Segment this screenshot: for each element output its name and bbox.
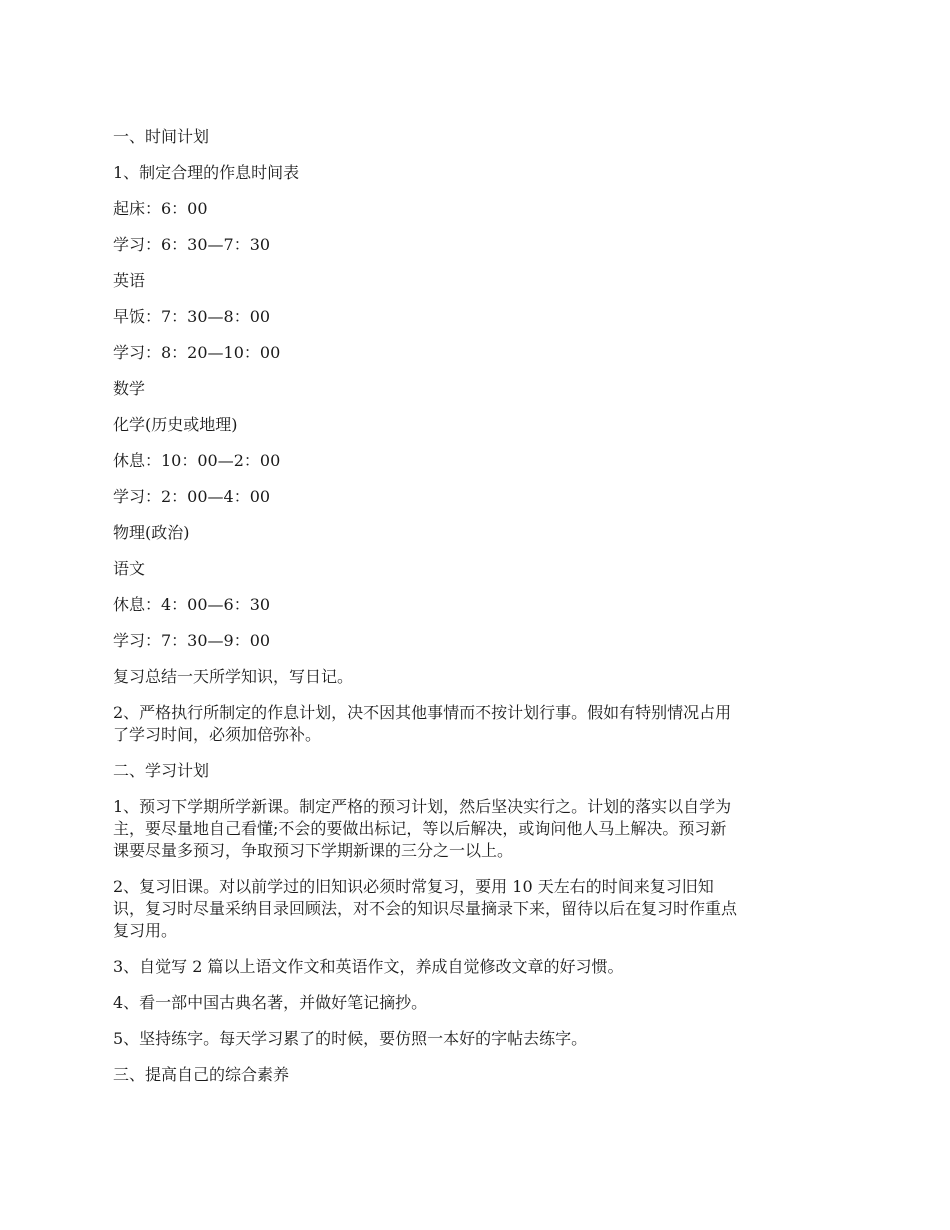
schedule-line-review: 复习总结一天所学知识，写日记。: [113, 667, 354, 686]
schedule-subject-physics: 物理(政治): [113, 523, 190, 542]
schedule-subject-english: 英语: [113, 271, 146, 290]
schedule-line-breakfast: 早饭：7：30—8：00: [113, 307, 271, 326]
section-heading-overall-quality: 三、提高自己的综合素养: [113, 1065, 290, 1084]
schedule-subject-chinese: 语文: [113, 559, 146, 578]
schedule-line-study-3: 学习：2：00—4：00: [113, 487, 271, 506]
schedule-line-wake: 起床：6：00: [113, 199, 208, 218]
schedule-subject-math: 数学: [113, 379, 146, 398]
paragraph-composition-writing: 3、自觉写 2 篇以上语文作文和英语作文，养成自觉修改文章的好习惯。: [113, 957, 624, 976]
document-body: [113, 126, 843, 1100]
paragraph-strict-execution: 2、严格执行所制定的作息计划，决不因其他事情而不按计划行事。假如有特别情况占用 了学习时间，必须加倍弥补。: [113, 703, 732, 744]
section-heading-study-plan: 二、学习计划: [113, 761, 210, 780]
schedule-line-study-2: 学习：8：20—10：00: [113, 343, 281, 362]
item-schedule-title: 1、制定合理的作息时间表: [113, 163, 300, 182]
paragraph-review-old-lessons: 2、复习旧课。对以前学过的旧知识必须时常复习，要用 10 天左右的时间来复习旧知 识，复习时尽量采纳目录回顾法，对不会的知识尽量摘录下来，留待以后在复习时作重点 复习用。: [113, 877, 738, 940]
schedule-line-rest-1: 休息：10：00—2：00: [113, 451, 281, 470]
schedule-line-rest-2: 休息：4：00—6：30: [113, 595, 271, 614]
schedule-line-study-1: 学习：6：30—7：30: [113, 235, 271, 254]
paragraph-calligraphy-practice: 5、坚持练字。每天学习累了的时候，要仿照一本好的字帖去练字。: [113, 1029, 588, 1048]
paragraph-classic-reading: 4、看一部中国古典名著，并做好笔记摘抄。: [113, 993, 428, 1012]
schedule-line-study-4: 学习：7：30—9：00: [113, 631, 271, 650]
section-heading-time-plan: 一、时间计划: [113, 127, 210, 146]
paragraph-preview-new-lessons: 1、预习下学期所学新课。制定严格的预习计划，然后坚决实行之。计划的落实以自学为 主，要尽量地自己看懂;不会的要做出标记，等以后解决，或询问他人马上解决。预习新 课要尽量多预习，争取预习下学期新课的三分之一以上。: [113, 797, 732, 860]
schedule-subject-chemistry: 化学(历史或地理): [113, 415, 238, 434]
